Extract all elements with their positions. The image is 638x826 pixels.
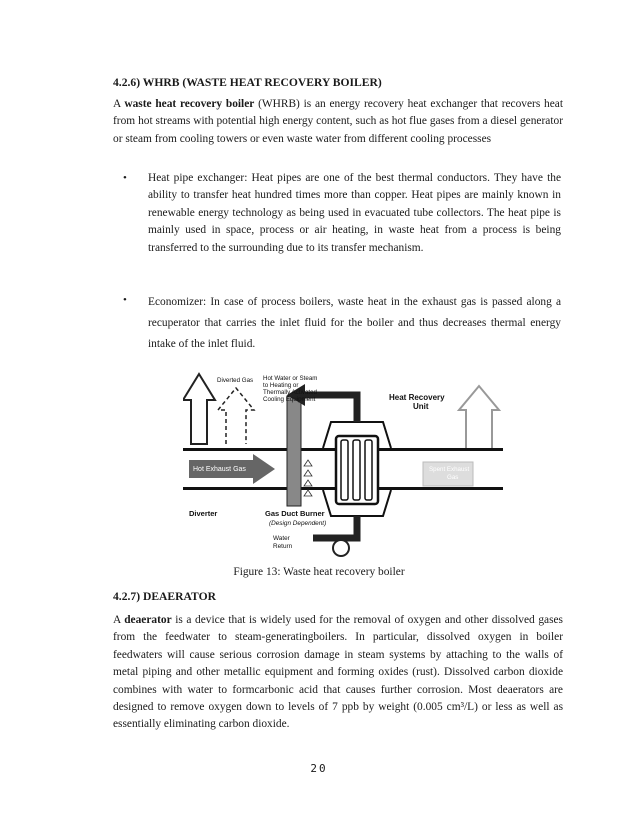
label-spent-exhaust-2: Gas: [447, 474, 459, 481]
deaerator-paragraph: [113, 612, 563, 734]
label-hot-water-line4: Cooling Equipment: [263, 396, 316, 403]
term-waste-heat-recovery-boiler: waste heat recovery boiler: [124, 98, 255, 110]
whrb-intro-paragraph: [113, 96, 563, 148]
intro-prefix: A: [113, 98, 125, 110]
label-hot-water-line1: Hot Water or Steam: [263, 375, 318, 382]
bullet-icon: •: [123, 294, 127, 306]
label-diverter: Diverter: [189, 509, 218, 518]
bullet-text-heat-pipe: Heat pipe exchanger: Heat pipes are one of the best thermal conductors. They have the ability to transfer heat hundred times more than copper. Heat pipes are mainly known in renewable energy technology as being used in evacuated tube collectors. The heat pipe is mainly used in space, process or air heating, in waste heat from a process is being transferred to the surrounding due to its transfer mechanism.: [148, 172, 561, 254]
label-hot-water-line3: Thermally Activated: [263, 389, 317, 396]
section-heading-whrb: 4.2.6) WHRB (WASTE HEAT RECOVERY BOILER): [113, 76, 382, 89]
deaerator-prefix: A: [113, 614, 125, 626]
section-heading-deaerator: 4.2.7) DEAERATOR: [113, 590, 216, 603]
deaerator-rest: is a device that is widely used for the removal of oxygen and other dissolved gases from the feedwater to steam-generatingboilers. In particular, dissolved oxygen in boiler feedwaters will cause serious corrosion damage in steam systems by attaching to the walls of metal piping and other metallic equipment and forming oxides (rust). Dissolved carbon dioxide combines with water to formcarbonic acid that causes further corrosion. Most deaerators are designed to remove oxygen down to levels of 7 ppb by weight (0.005 cm³/L) or less as well as essentially eliminating carbon dioxide.: [113, 614, 563, 731]
label-return: Return: [273, 543, 293, 550]
figure-caption: Figure 13: Waste heat recovery boiler: [233, 566, 405, 578]
label-heat-recovery-unit-2: Unit: [413, 402, 429, 411]
bullet-icon: •: [123, 172, 127, 184]
label-hot-exhaust-gas: Hot Exhaust Gas: [193, 466, 246, 473]
bullet-text-economizer: Economizer: In case of process boilers, waste heat in the exhaust gas is passed along a recuperator that carries the inlet fluid for the boiler and thus decreases thermal energy intake of the inlet fluid.: [148, 296, 561, 350]
page-number: 20: [310, 762, 328, 775]
water-return-valve-icon: [333, 540, 349, 556]
whrb-diagram: [183, 370, 503, 560]
label-hot-water-line2: to Heating or: [263, 382, 299, 389]
label-gas-duct-burner: Gas Duct Burner: [265, 509, 325, 518]
label-water: Water: [273, 535, 290, 542]
intro-rest: (WHRB) is an energy recovery heat exchanger that recovers heat from hot streams with potential high energy content, such as hot flue gases from a diesel generator or steam from cooling towers or even waste water from different cooling processes: [113, 98, 563, 145]
label-diverted-gas: Diverted Gas: [217, 377, 254, 384]
label-design-dependent: (Design Dependent): [269, 520, 327, 527]
term-deaerator: deaerator: [124, 614, 172, 626]
label-heat-recovery-unit-1: Heat Recovery: [389, 393, 445, 402]
label-spent-exhaust-1: Spent Exhaust: [429, 466, 470, 473]
gas-duct-burner-icon: [287, 396, 301, 506]
